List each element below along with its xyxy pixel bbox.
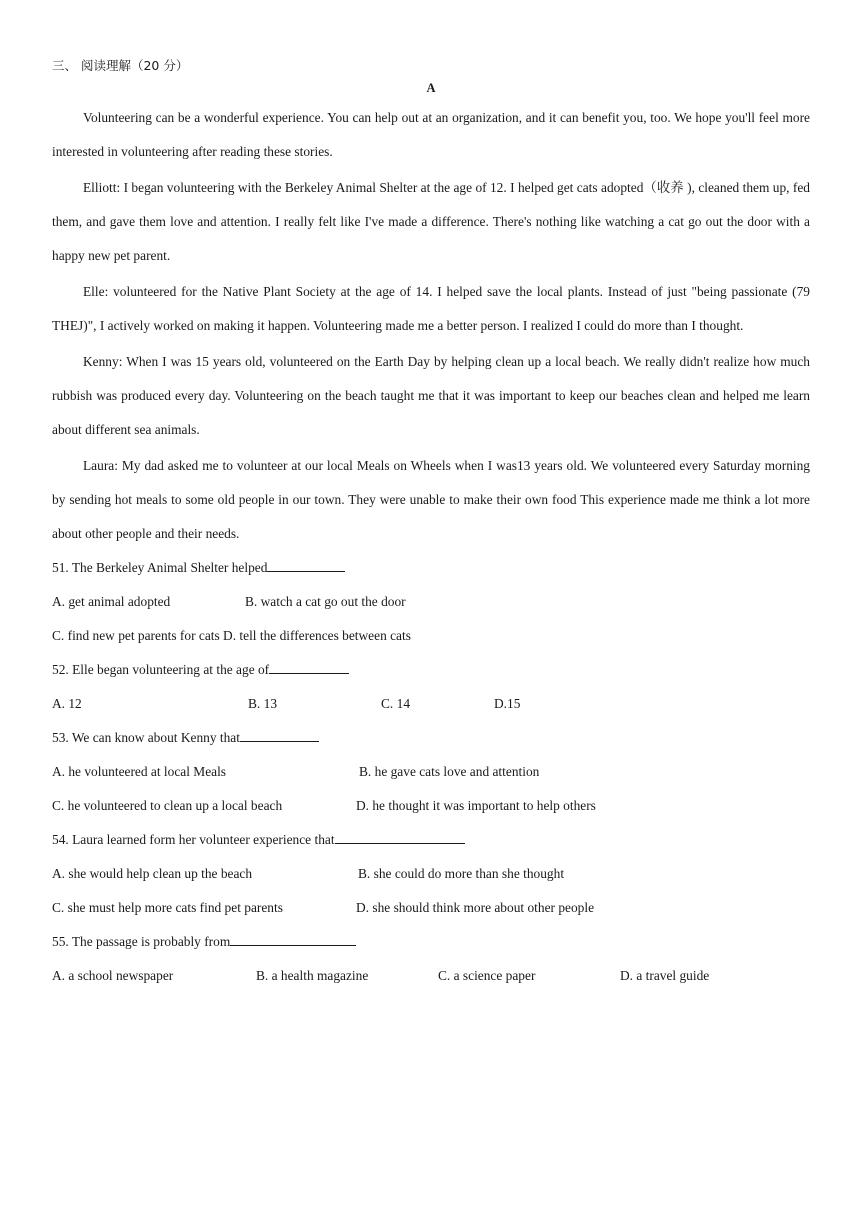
answer-blank: [267, 559, 345, 572]
answer-blank: [335, 831, 465, 844]
answer-blank: [240, 729, 319, 742]
story-laura: Laura: My dad asked me to volunteer at our local Meals on Wheels when I was13 years old. We volunteered every Saturday morning by sending hot meals to some old people in our town. They were unable to make their own food This experience made me think a lot more about other people and their needs.: [52, 458, 810, 541]
option-c-d: C. find new pet parents for cats D. tell the differences between cats: [52, 628, 411, 643]
option-b: B. he gave cats love and attention: [359, 764, 540, 779]
question-51: [52, 551, 810, 585]
option-d: D. a travel guide: [620, 968, 710, 983]
option-a: A. she would help clean up the beach: [52, 866, 253, 881]
answer-blank: [269, 661, 349, 674]
question-stem: 55. The passage is probably from: [52, 934, 231, 949]
options-51-row1: [52, 585, 810, 619]
option-b: B. 13: [248, 696, 278, 711]
question-stem: 53. We can know about Kenny that: [52, 730, 240, 745]
option-d: D. he thought it was important to help others: [356, 798, 596, 813]
options-53-row1: [52, 755, 810, 789]
question-55: [52, 925, 810, 959]
story-kenny: Kenny: When I was 15 years old, volunteered on the Earth Day by helping clean up a local beach. We really didn't realize how much rubbish was produced every day. Volunteering on the beach taught me that it was important to keep our beaches clean and helped me learn about different sea animals.: [52, 354, 810, 437]
question-54: [52, 823, 810, 857]
options-52: [52, 687, 810, 721]
options-51-row2: [52, 619, 810, 653]
question-stem: 51. The Berkeley Animal Shelter helped: [52, 560, 268, 575]
option-c: C. he volunteered to clean up a local beach: [52, 798, 283, 813]
question-stem: 52. Elle began volunteering at the age of: [52, 662, 270, 677]
option-a: A. a school newspaper: [52, 968, 174, 983]
option-c: C. she must help more cats find pet parents: [52, 900, 283, 915]
option-a: A. get animal adopted: [52, 594, 171, 609]
section-title: 三、 阅读理解（20 分）: [52, 58, 189, 73]
option-b: B. a health magazine: [256, 968, 369, 983]
answer-blank: [230, 933, 356, 946]
part-heading: A: [426, 81, 436, 95]
options-55: [52, 959, 810, 993]
option-c: C. 14: [381, 696, 411, 711]
exam-page: [52, 56, 810, 993]
options-53-row2: [52, 789, 810, 823]
question-stem: 54. Laura learned form her volunteer experience that: [52, 832, 335, 847]
option-d: D.15: [494, 696, 521, 711]
question-53: [52, 721, 810, 755]
option-b: B. she could do more than she thought: [358, 866, 565, 881]
option-d: D. she should think more about other people: [356, 900, 595, 915]
option-a: A. he volunteered at local Meals: [52, 764, 227, 779]
options-54-row1: [52, 857, 810, 891]
intro-paragraph: Volunteering can be a wonderful experience. You can help out at an organization, and it can benefit you, too. We hope you'll feel more interested in volunteering after reading these stories.: [52, 110, 810, 159]
option-c: C. a science paper: [438, 968, 536, 983]
story-elliott: Elliott: I began volunteering with the Berkeley Animal Shelter at the age of 12. I helped get cats adopted（收养 ), cleaned them up, fed them, and gave them love and attention. I really felt like I've made a difference. There's nothing like watching a cat go out the door with a happy new pet parent.: [52, 180, 810, 263]
option-b: B. watch a cat go out the door: [245, 594, 406, 609]
story-elle: Elle: volunteered for the Native Plant Society at the age of 14. I helped save the local plants. Instead of just "being passionate (79 THEJ)", I actively worked on making it happen. Volunteering made me a better person. I realized I could do more than I thought.: [52, 284, 810, 333]
options-54-row2: [52, 891, 810, 925]
option-a: A. 12: [52, 696, 82, 711]
question-52: [52, 653, 810, 687]
